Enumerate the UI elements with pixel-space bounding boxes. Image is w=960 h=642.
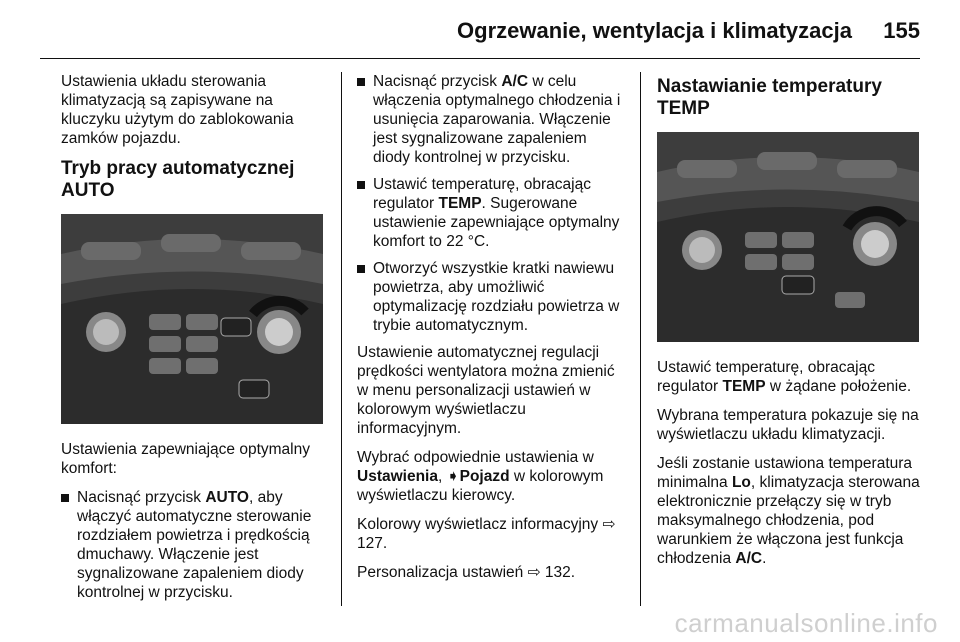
paragraph: Jeśli zostanie ustawiona temperatura minimalna Lo, klimatyzacja sterowana elektronicznie przełączy się w tryb maksymalnego chłodzenia, pod warunkiem że włączona jest funkcja chłodzenia A/C. [657, 455, 920, 567]
paragraph: Ustawić temperaturę, obracając regulator TEMP w żądane położenie. [657, 359, 912, 395]
paragraph: Wybrana temperatura pokazuje się na wyświetlaczu układu klimatyzacji. [657, 407, 919, 443]
section-heading-auto: Tryb pracy automatycznej AUTO [61, 158, 295, 201]
column-right [657, 72, 925, 578]
section-heading-temp: Nastawianie temperatury TEMP [657, 76, 882, 119]
header-divider [40, 58, 920, 59]
after-photo-text: Ustawienia zapewniające optymalny komfort: [61, 441, 310, 477]
arrow-icon: ➧ [446, 468, 460, 485]
paragraph: Wybrać odpowiednie ustawienia w Ustawienia, ➧Pojazd w kolorowym wyświetlaczu kierowcy. [357, 449, 604, 504]
page-header [0, 0, 960, 60]
list-item: Nacisnąć przycisk A/C w celu włączenia optymalnego chłodzenia i usunięcia zaparowania. Włączenie jest sygnalizowane zapaleniem diody kontrolnej w przycisku. [357, 72, 625, 167]
bullet-icon [61, 494, 69, 502]
climate-control-panel-photo [61, 214, 323, 424]
page-number: 155 [883, 18, 920, 43]
bullet-icon [357, 78, 365, 86]
temp-knob-photo [657, 132, 919, 342]
cross-reference[interactable]: Personalizacja ustawień ⇨ 132. [357, 564, 576, 581]
bullet-icon [357, 181, 365, 189]
column-left [61, 72, 331, 610]
column-middle [357, 72, 625, 592]
intro-paragraph: Ustawienia układu sterowania klimatyzacją są zapisywane na kluczyku użytym do zablokowania zamków pojazdu. [61, 73, 294, 147]
cross-reference[interactable]: Kolorowy wyświetlacz informacyjny ⇨ 127. [357, 516, 616, 552]
list-item: Otworzyć wszystkie kratki nawiewu powietrza, aby umożliwić optymalizację rozdziału powietrza w trybie automatycznym. [357, 259, 625, 335]
column-divider [640, 72, 641, 606]
paragraph: Ustawienie automatycznej regulacji prędkości wentylatora można zmienić w menu personalizacji ustawień w kolorowym wyświetlaczu informacyjnym. [357, 344, 615, 437]
watermark: carmanualsonline.info [674, 608, 938, 638]
column-divider [341, 72, 342, 606]
list-item: Ustawić temperaturę, obracając regulator TEMP. Sugerowane ustawienie zapewniające optymalny komfort to 22 °C. [357, 175, 625, 251]
list-item: Nacisnąć przycisk AUTO, aby włączyć automatyczne sterowanie rozdziałem powietrza i prędkością dmuchawy. Włączenie jest sygnalizowane zapaleniem diody kontrolnej w przycisku. [61, 488, 331, 602]
header-title: Ogrzewanie, wentylacja i klimatyzacja [457, 18, 852, 43]
bullet-icon [357, 265, 365, 273]
